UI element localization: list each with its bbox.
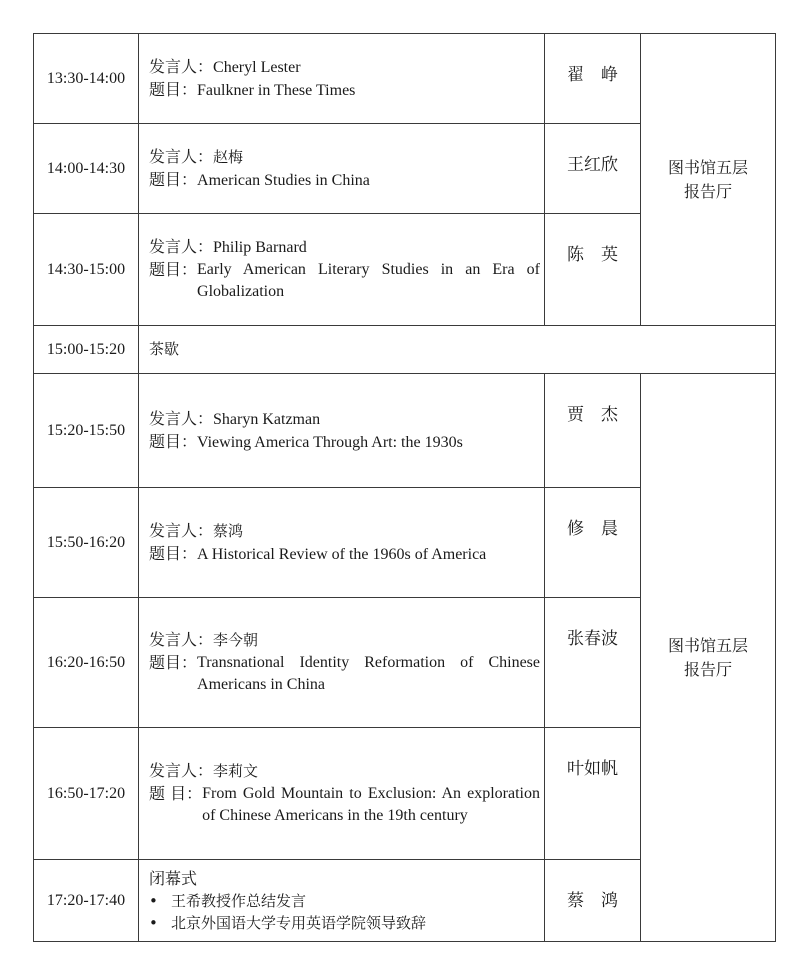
speaker-label: 发言人： — [149, 237, 214, 256]
topic-label: 题目： — [149, 169, 198, 189]
break-label: 茶歇 — [149, 340, 180, 358]
topic-title: American Studies in China — [197, 171, 370, 189]
speaker-name: Philip Barnard — [213, 239, 307, 256]
time-cell: 15:20-15:50 — [34, 374, 139, 488]
speaker-name: 赵梅 — [213, 147, 244, 166]
closing-item: 王希教授作总结发言 — [171, 891, 307, 910]
talk-cell — [139, 34, 545, 124]
topic-label: 题目： — [149, 431, 198, 451]
topic-title: Early American Literary Studies in an Era of Globalization — [197, 261, 540, 300]
venue-cell — [641, 34, 776, 326]
venue-label: 图书馆五层 报告厅 — [667, 157, 748, 201]
topic-label: 题 目： — [149, 784, 203, 803]
talk-cell — [139, 598, 545, 728]
speaker-label: 发言人： — [149, 761, 214, 780]
talk-cell — [139, 374, 545, 488]
chair-cell: 陈 英 — [545, 214, 641, 326]
table-row — [34, 326, 776, 374]
list-item — [149, 890, 540, 912]
topic-label: 题目： — [149, 653, 198, 672]
time-cell: 16:50-17:20 — [34, 728, 139, 860]
speaker-name: 李莉文 — [213, 762, 259, 780]
talk-cell — [139, 124, 545, 214]
schedule-table — [33, 33, 776, 942]
chair-cell: 张春波 — [545, 598, 641, 728]
speaker-name: 蔡鸿 — [213, 521, 244, 540]
speaker-name: Cheryl Lester — [213, 58, 301, 76]
talk-cell — [139, 214, 545, 326]
time-cell: 16:20-16:50 — [34, 598, 139, 728]
speaker-label: 发言人： — [149, 630, 214, 649]
venue-cell — [641, 374, 776, 942]
closing-cell — [139, 860, 545, 942]
closing-item: 北京外国语大学专用英语学院领导致辞 — [171, 913, 427, 932]
bullet-icon: • — [149, 913, 158, 932]
speaker-name: 李今朝 — [213, 631, 259, 649]
time-cell: 14:00-14:30 — [34, 124, 139, 214]
chair-cell: 王红欣 — [545, 124, 641, 214]
chair-cell: 叶如帆 — [545, 728, 641, 860]
bullet-icon: • — [149, 891, 158, 910]
talk-cell — [139, 728, 545, 860]
topic-title: Viewing America Through Art: the 1930s — [197, 433, 463, 451]
time-cell: 15:00-15:20 — [34, 326, 139, 374]
table-row — [34, 374, 776, 488]
table-row — [34, 34, 776, 124]
speaker-label: 发言人： — [149, 146, 214, 166]
chair-cell: 修 晨 — [545, 488, 641, 598]
chair-cell: 翟 峥 — [545, 34, 641, 124]
venue-label: 图书馆五层 报告厅 — [667, 635, 748, 679]
topic-title: Faulkner in These Times — [197, 81, 356, 99]
time-cell: 15:50-16:20 — [34, 488, 139, 598]
topic-label: 题目： — [149, 260, 198, 279]
speaker-label: 发言人： — [149, 408, 214, 428]
speaker-label: 发言人： — [149, 520, 214, 540]
speaker-name: Sharyn Katzman — [213, 410, 321, 428]
topic-title: A Historical Review of the 1960s of America — [197, 545, 487, 563]
talk-cell — [139, 488, 545, 598]
time-cell: 14:30-15:00 — [34, 214, 139, 326]
break-cell — [139, 326, 776, 374]
time-cell: 13:30-14:00 — [34, 34, 139, 124]
time-cell: 17:20-17:40 — [34, 860, 139, 942]
chair-cell: 贾 杰 — [545, 374, 641, 488]
chair-cell: 蔡 鸿 — [545, 860, 641, 942]
topic-title: Transnational Identity Reformation of Chinese Americans in China — [197, 654, 540, 693]
speaker-label: 发言人： — [149, 56, 214, 76]
topic-label: 题目： — [149, 79, 198, 99]
topic-title: From Gold Mountain to Exclusion: An exploration of Chinese Americans in the 19th century — [202, 785, 540, 824]
list-item — [149, 912, 540, 934]
closing-title: 闭幕式 — [149, 868, 198, 888]
topic-label: 题目： — [149, 543, 198, 563]
